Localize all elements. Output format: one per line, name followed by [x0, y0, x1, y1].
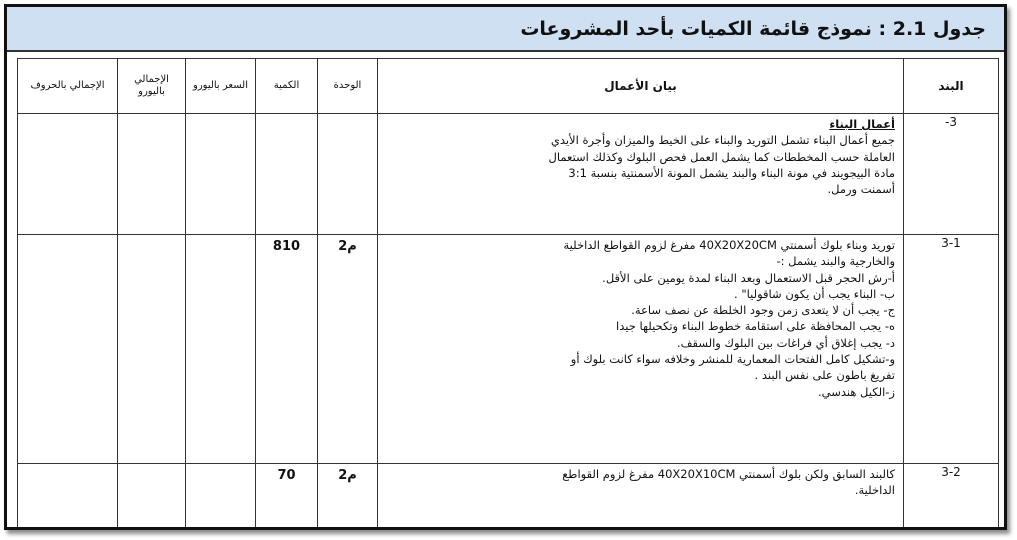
description-line: جميع أعمال البناء تشمل التوريد والبناء على الخيط والميزان وأجرة الأيدي — [550, 133, 895, 148]
item-price-euro — [186, 114, 256, 235]
bill-of-quantities-table — [17, 58, 999, 530]
description-line: الداخلية. — [854, 483, 895, 498]
item-unit — [318, 114, 378, 235]
description-heading: أعمال البناء — [829, 117, 895, 131]
item-total-words — [18, 464, 118, 531]
item-price-euro — [186, 235, 256, 464]
description-line: ه- يجب المحافظة على استقامة خطوط البناء وتكحيلها جيدا — [616, 319, 895, 334]
item-number: 3-2 — [904, 464, 999, 531]
item-total-words — [18, 114, 118, 235]
item-unit: م2 — [318, 464, 378, 531]
item-description — [378, 114, 904, 235]
table-row — [18, 114, 999, 235]
item-total-euro — [118, 114, 186, 235]
header-total-words: الإجمالي بالحروف — [18, 59, 118, 114]
item-number: 3- — [904, 114, 999, 235]
description-line: ز-الكيل هندسي. — [817, 384, 895, 399]
table-row — [18, 464, 999, 531]
header-price-euro: السعر باليورو — [186, 59, 256, 114]
header-item: البند — [904, 59, 999, 114]
description-line: ب- البناء يجب أن يكون شاقوليا" . — [734, 286, 895, 301]
description-line: د- يجب إغلاق أي فراغات بين البلوك والسقف. — [676, 335, 895, 350]
description-line: توريد وبناء بلوك أسمنتي 40X20X20CM مفرغ لزوم القواطع الداخلية — [563, 238, 895, 252]
item-quantity: 70 — [256, 464, 318, 531]
description-line: والخارجية والبند يشمل :- — [776, 254, 895, 269]
description-line: كالبند السابق ولكن بلوك أسمنتي 40X20X10CM مفرغ لزوم القواطع — [562, 467, 895, 481]
item-unit: م2 — [318, 235, 378, 464]
description-line: العاملة حسب المخططات كما يشمل العمل فحص البلوك وكذلك استعمال — [548, 149, 895, 164]
header-quantity: الكمية — [256, 59, 318, 114]
item-number: 3-1 — [904, 235, 999, 464]
description-line: و-تشكيل كامل الفتحات المعمارية للمنشر وخلافه سواء كانت بلوك أو — [570, 352, 895, 367]
description-line: ج- يجب أن لا يتعدى زمن وجود الخلطة عن نصف ساعة. — [631, 303, 895, 318]
header-unit: الوحدة — [318, 59, 378, 114]
item-total-euro — [118, 235, 186, 464]
description-line: مادة البيجويند في مونة البناء والبند يشمل المونة الأسمنتية بنسبة 3:1 — [568, 165, 895, 180]
item-description — [378, 464, 904, 531]
item-quantity — [256, 114, 318, 235]
table-frame — [4, 4, 1007, 530]
item-total-euro — [118, 464, 186, 531]
item-description — [378, 235, 904, 464]
title-bar — [7, 7, 1004, 52]
item-price-euro — [186, 464, 256, 531]
header-row — [18, 59, 999, 114]
table-row — [18, 235, 999, 464]
item-quantity: 810 — [256, 235, 318, 464]
description-line: أسمنت ورمل. — [827, 182, 895, 197]
description-line: أ-رش الحجر قبل الاستعمال وبعد البناء لمدة يومين على الأقل. — [602, 270, 895, 285]
header-description: بيان الأعمال — [378, 59, 904, 114]
header-total-euro: الإجمالي باليورو — [118, 59, 186, 114]
item-total-words — [18, 235, 118, 464]
table-title: جدول 2.1 : نموذج قائمة الكميات بأحد المشروعات — [520, 17, 986, 40]
description-line: تفريغ باطون على نفس البند . — [754, 368, 895, 383]
